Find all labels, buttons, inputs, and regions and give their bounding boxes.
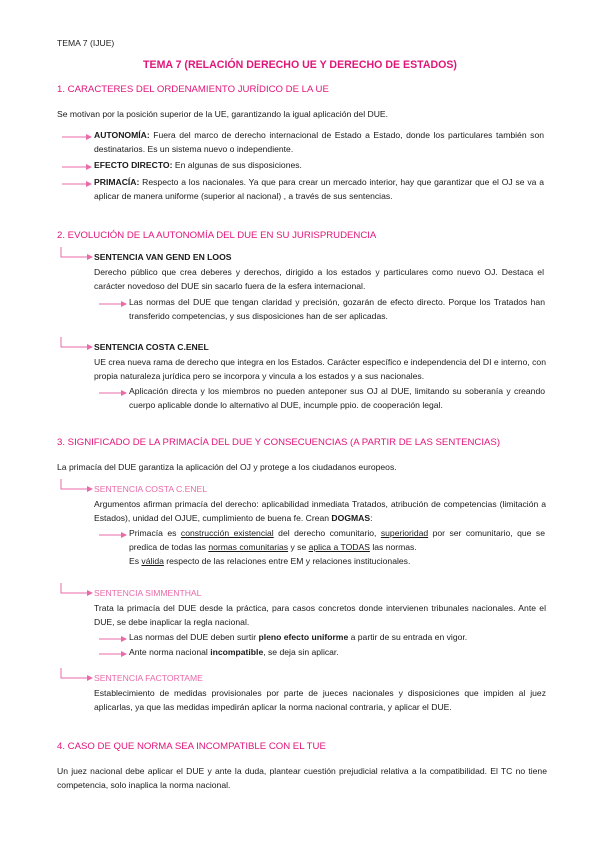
costa-enel-case-name: SENTENCIA COSTA C.ENEL <box>94 342 209 352</box>
simmenthal-sub-2-c: , se deja sin aplicar. <box>263 647 339 657</box>
s3-costa-enel-case-name: SENTENCIA COSTA C.ENEL <box>94 484 208 494</box>
dogma-1 <box>129 527 545 554</box>
primacia-term: PRIMACÍA: <box>94 177 140 187</box>
section-4-text: Un juez nacional debe aplicar el DUE y ante la duda, plantear cuestión prejudicial relativa a la compatibilidad. El TC no tiene competencia, solo inaplica la norma nacional. <box>57 766 547 790</box>
arrow-right-icon <box>99 389 127 397</box>
dogma-1-b: construcción existencial <box>180 528 274 538</box>
simmenthal-case-name: SENTENCIA SIMMENTHAL <box>94 588 202 598</box>
simmenthal-sub-2 <box>129 646 545 660</box>
simmenthal-text: Trata la primacía del DUE desde la práctica, para casos concretos donde intervienen tribunales nacionales. Ante el DUE, se debe inaplicar la regla nacional. <box>94 603 546 627</box>
s3-costa-text-a: Argumentos afirman primacía del derecho: aplicabilidad inmediata Tratados, atribución de competencias (limitación a Estados), unidad del OJUE, cumplimiento de buena fe. Crean <box>94 499 546 523</box>
dogma-1-h: aplica a TODAS <box>308 541 370 552</box>
efecto-directo-term: EFECTO DIRECTO: <box>94 160 173 170</box>
simmenthal-sub-1-c: a partir de su entrada en vigor. <box>348 632 468 642</box>
arrow-right-icon <box>99 635 127 643</box>
dogma-2-b: válida <box>141 556 164 566</box>
elbow-arrow-icon <box>60 247 94 261</box>
costa-enel-sub: Aplicación directa y los miembros no pueden anteponer sus OJ al DUE, limitando su soberanía y creando cuerpo aplicable donde lo alternativo al DUE, incumple ppio. de cooperación legal. <box>129 386 545 410</box>
arrow-right-icon <box>62 163 92 171</box>
autonomia-text: Fuera del marco de derecho internacional de Estado a Estado, donde los particulares también son destinatarios. Es un sistema nuevo o independiente. <box>94 130 544 154</box>
costa-enel-text: UE crea nueva rama de derecho que integra en los Estados. Carácter específico e independencia del DI e interno, con propia naturaleza jurídica pero se incorpora y vincula a los estados y a sus nacionales. <box>94 357 546 381</box>
dogma-1-e: por ser comunitario, que se predica de todas las <box>129 528 545 552</box>
dogma-1-i: las normas. <box>369 541 417 552</box>
van-gend-sub: Las normas del DUE que tengan claridad y precisión, gozarán de efecto directo. Porque los Tratados han transferido competencias, y sus disposiciones han de ser aplicadas. <box>129 297 545 321</box>
arrow-right-icon <box>62 180 92 188</box>
dogma-2-c: respecto de las relaciones entre EM y relaciones institucionales. <box>163 556 411 566</box>
arrow-right-icon <box>62 133 92 141</box>
elbow-arrow-icon <box>60 583 94 597</box>
s3-costa-enel-text <box>94 498 546 525</box>
factortame-text: Establecimiento de medidas provisionales por parte de jueces nacionales y disposiciones que impiden al juez aplicarlas, ya que las medidas impedirán aplicar la norma nacional contraria, y aplicar el DUE. <box>94 688 546 712</box>
autonomia-term: AUTONOMÍA: <box>94 130 150 140</box>
dogma-2-a: Es <box>129 556 142 566</box>
dogma-1-d: superioridad <box>380 528 429 538</box>
simmenthal-sub-1 <box>129 631 545 645</box>
simmenthal-sub-1-b: pleno efecto uniforme <box>258 632 349 642</box>
primacia-bullet <box>94 176 544 203</box>
simmenthal-sub-2-b: incompatible <box>210 647 264 657</box>
simmenthal-sub-2-a: Ante norma nacional <box>129 647 211 657</box>
elbow-arrow-icon <box>60 337 94 351</box>
section-2-heading: 2. EVOLUCIÓN DE LA AUTONOMÍA DEL DUE EN SU JURISPRUDENCIA <box>57 230 377 241</box>
autonomia-bullet <box>94 129 544 156</box>
arrow-right-icon <box>99 650 127 658</box>
dogma-1-f: normas comunitarias <box>208 541 289 552</box>
page-title: TEMA 7 (RELACIÓN DERECHO UE Y DERECHO DE ESTADOS) <box>143 59 457 71</box>
dogma-2 <box>129 555 545 569</box>
efecto-directo-text: En algunas de sus disposiciones. <box>172 160 302 170</box>
page-header: TEMA 7 (IJUE) <box>57 38 115 48</box>
section-1-intro: Se motivan por la posición superior de la UE, garantizando la igual aplicación del DUE. <box>57 109 389 119</box>
dogma-1-a: Primacía es <box>129 528 181 538</box>
arrow-right-icon <box>99 300 127 308</box>
simmenthal-sub-1-a: Las normas del DUE deben surtir <box>129 632 259 642</box>
dogma-1-g: y se <box>288 541 309 552</box>
dogma-1-c: del derecho comunitario, <box>273 528 381 538</box>
section-1-heading: 1. CARACTERES DEL ORDENAMIENTO JURÍDICO DE LA UE <box>57 84 329 95</box>
section-4-heading: 4. CASO DE QUE NORMA SEA INCOMPATIBLE CON EL TUE <box>57 741 326 752</box>
factortame-case-name: SENTENCIA FACTORTAME <box>94 673 203 683</box>
section-3-heading: 3. SIGNIFICADO DE LA PRIMACÍA DEL DUE Y CONSECUENCIAS (A PARTIR DE LAS SENTENCIAS) <box>57 437 501 448</box>
section-3-intro: La primacía del DUE garantiza la aplicación del OJ y protege a los ciudadanos europeos. <box>57 462 397 472</box>
efecto-directo-bullet <box>94 159 544 173</box>
van-gend-text: Derecho público que crea deberes y derechos, dirigido a los estados y particulares como nuevo OJ. Destaca el carácter novedoso del DUE sin sacarlo fuera de la esfera internacional. <box>94 267 544 291</box>
elbow-arrow-icon <box>60 479 94 493</box>
dogmas-term: DOGMAS <box>331 512 371 523</box>
elbow-arrow-icon <box>60 668 94 682</box>
s3-costa-text-c: : <box>370 512 373 523</box>
van-gend-case-name: SENTENCIA VAN GEND EN LOOS <box>94 252 232 262</box>
primacia-text: Respecto a los nacionales. Ya que para crear un mercado interior, hay que garantizar que el OJ se va a aplicar de manera uniforme (superior al nacional) , a través de sus sentencias. <box>94 177 544 201</box>
arrow-right-icon <box>99 531 127 539</box>
